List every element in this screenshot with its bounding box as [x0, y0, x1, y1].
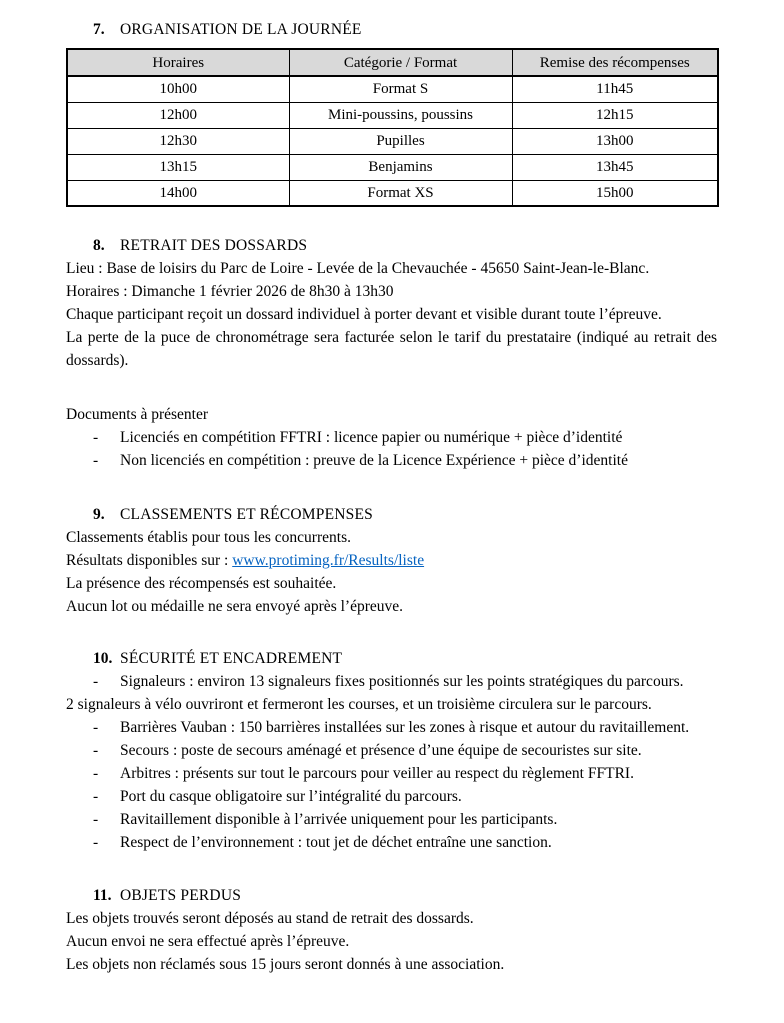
- bullet-dash: -: [93, 765, 99, 782]
- list-item-text: Barrières Vauban : 150 barrières installées sur les zones à risque et autour du ravitaillement.: [120, 719, 690, 736]
- section-10-heading: [66, 647, 717, 670]
- paragraph-presence: La présence des récompensés est souhaitée.: [66, 575, 337, 592]
- protiming-results-link[interactable]: www.protiming.fr/Results/liste: [232, 552, 425, 569]
- paragraph-classements: Classements établis pour tous les concurrents.: [66, 529, 351, 546]
- table-header-recompenses: Remise des récompenses: [512, 49, 718, 76]
- list-item-text: Ravitaillement disponible à l’arrivée uniquement pour les participants.: [120, 811, 558, 828]
- cell-recompense: 13h00: [512, 128, 718, 154]
- list-item-text: Non licenciés en compétition : preuve de la Licence Expérience + pièce d’identité: [120, 452, 628, 469]
- table-header-categorie: Catégorie / Format: [289, 49, 512, 76]
- bullet-dash: -: [93, 673, 99, 690]
- paragraph-aucun-envoi: Aucun envoi ne sera effectué après l’épreuve.: [66, 933, 350, 950]
- section-10-title: SÉCURITÉ ET ENCADREMENT: [120, 650, 343, 667]
- table-row: [67, 180, 718, 206]
- section-7-title: ORGANISATION DE LA JOURNÉE: [120, 21, 362, 38]
- list-item-arbitres: [66, 762, 717, 785]
- section-7-number: 7.: [93, 21, 105, 38]
- cell-categorie: Mini-poussins, poussins: [289, 102, 512, 128]
- section-10-number: 10.: [93, 650, 113, 667]
- bullet-dash: -: [93, 452, 99, 469]
- bullet-dash: -: [93, 811, 99, 828]
- paragraph-lieu: Lieu : Base de loisirs du Parc de Loire - Levée de la Chevauchée - 45650 Saint-Jean-le-Blanc.: [66, 260, 650, 277]
- bullet-dash: -: [93, 719, 99, 736]
- section-9-heading: [66, 503, 717, 526]
- bullet-dash: -: [93, 429, 99, 446]
- table-row: [67, 128, 718, 154]
- section-8-heading: [66, 234, 717, 257]
- section-8-title: RETRAIT DES DOSSARDS: [120, 237, 308, 254]
- table-header-row: [67, 49, 718, 76]
- paragraph-lot: Aucun lot ou médaille ne sera envoyé après l’épreuve.: [66, 598, 403, 615]
- list-item-environnement: [66, 831, 717, 854]
- section-11-heading: [66, 884, 717, 907]
- section-8-number: 8.: [93, 237, 105, 254]
- cell-horaire: 13h15: [67, 154, 289, 180]
- bullet-dash: -: [93, 788, 99, 805]
- cell-categorie: Benjamins: [289, 154, 512, 180]
- results-prefix: Résultats disponibles sur :: [66, 552, 233, 569]
- paragraph-resultats: [66, 549, 717, 572]
- cell-horaire: 12h00: [67, 102, 289, 128]
- cell-horaire: 12h30: [67, 128, 289, 154]
- list-item-licencies: [66, 426, 717, 449]
- paragraph-objets-trouves: Les objets trouvés seront déposés au stand de retrait des dossards.: [66, 910, 474, 927]
- table-row: [67, 154, 718, 180]
- section-7-heading: [66, 18, 717, 41]
- section-11-number: 11.: [93, 887, 112, 904]
- cell-categorie: Pupilles: [289, 128, 512, 154]
- documents-title: Documents à présenter: [66, 406, 209, 423]
- list-item-secours: [66, 739, 717, 762]
- table-row: [67, 102, 718, 128]
- list-item-text: Respect de l’environnement : tout jet de déchet entraîne une sanction.: [120, 834, 552, 851]
- paragraph-objets-non-reclames: Les objets non réclamés sous 15 jours seront donnés à une association.: [66, 956, 505, 973]
- paragraph-puce: La perte de la puce de chronométrage sera facturée selon le tarif du prestataire (indiqué au retrait des dossards).: [66, 329, 717, 369]
- table-row: [67, 76, 718, 102]
- list-item-text: Arbitres : présents sur tout le parcours pour veiller au respect du règlement FFTRI.: [120, 765, 634, 782]
- cell-categorie: Format S: [289, 76, 512, 102]
- cell-recompense: 13h45: [512, 154, 718, 180]
- section-11-title: OBJETS PERDUS: [120, 887, 242, 904]
- list-item-signaleurs: [66, 670, 717, 693]
- list-item-non-licencies: [66, 449, 717, 472]
- list-item-text: Secours : poste de secours aménagé et présence d’une équipe de secouristes sur site.: [120, 742, 642, 759]
- cell-horaire: 14h00: [67, 180, 289, 206]
- bullet-dash: -: [93, 742, 99, 759]
- paragraph-signaleurs-velo: 2 signaleurs à vélo ouvriront et fermeront les courses, et un troisième circulera sur le parcours.: [66, 696, 652, 713]
- cell-recompense: 11h45: [512, 76, 718, 102]
- list-item-barrieres: [66, 716, 717, 739]
- schedule-table: [66, 48, 719, 207]
- cell-recompense: 15h00: [512, 180, 718, 206]
- cell-horaire: 10h00: [67, 76, 289, 102]
- list-item-casque: [66, 785, 717, 808]
- section-9-number: 9.: [93, 506, 105, 523]
- list-item-text: Signaleurs : environ 13 signaleurs fixes positionnés sur les points stratégiques du parcours.: [120, 673, 684, 690]
- table-header-horaires: Horaires: [67, 49, 289, 76]
- cell-categorie: Format XS: [289, 180, 512, 206]
- paragraph-dossard: Chaque participant reçoit un dossard individuel à porter devant et visible durant toute l’épreuve.: [66, 306, 662, 323]
- bullet-dash: -: [93, 834, 99, 851]
- list-item-text: Port du casque obligatoire sur l’intégralité du parcours.: [120, 788, 462, 805]
- list-item-text: Licenciés en compétition FFTRI : licence papier ou numérique + pièce d’identité: [120, 429, 623, 446]
- section-9-title: CLASSEMENTS ET RÉCOMPENSES: [120, 506, 373, 523]
- list-item-ravitaillement: [66, 808, 717, 831]
- cell-recompense: 12h15: [512, 102, 718, 128]
- paragraph-horaires: Horaires : Dimanche 1 février 2026 de 8h30 à 13h30: [66, 283, 394, 300]
